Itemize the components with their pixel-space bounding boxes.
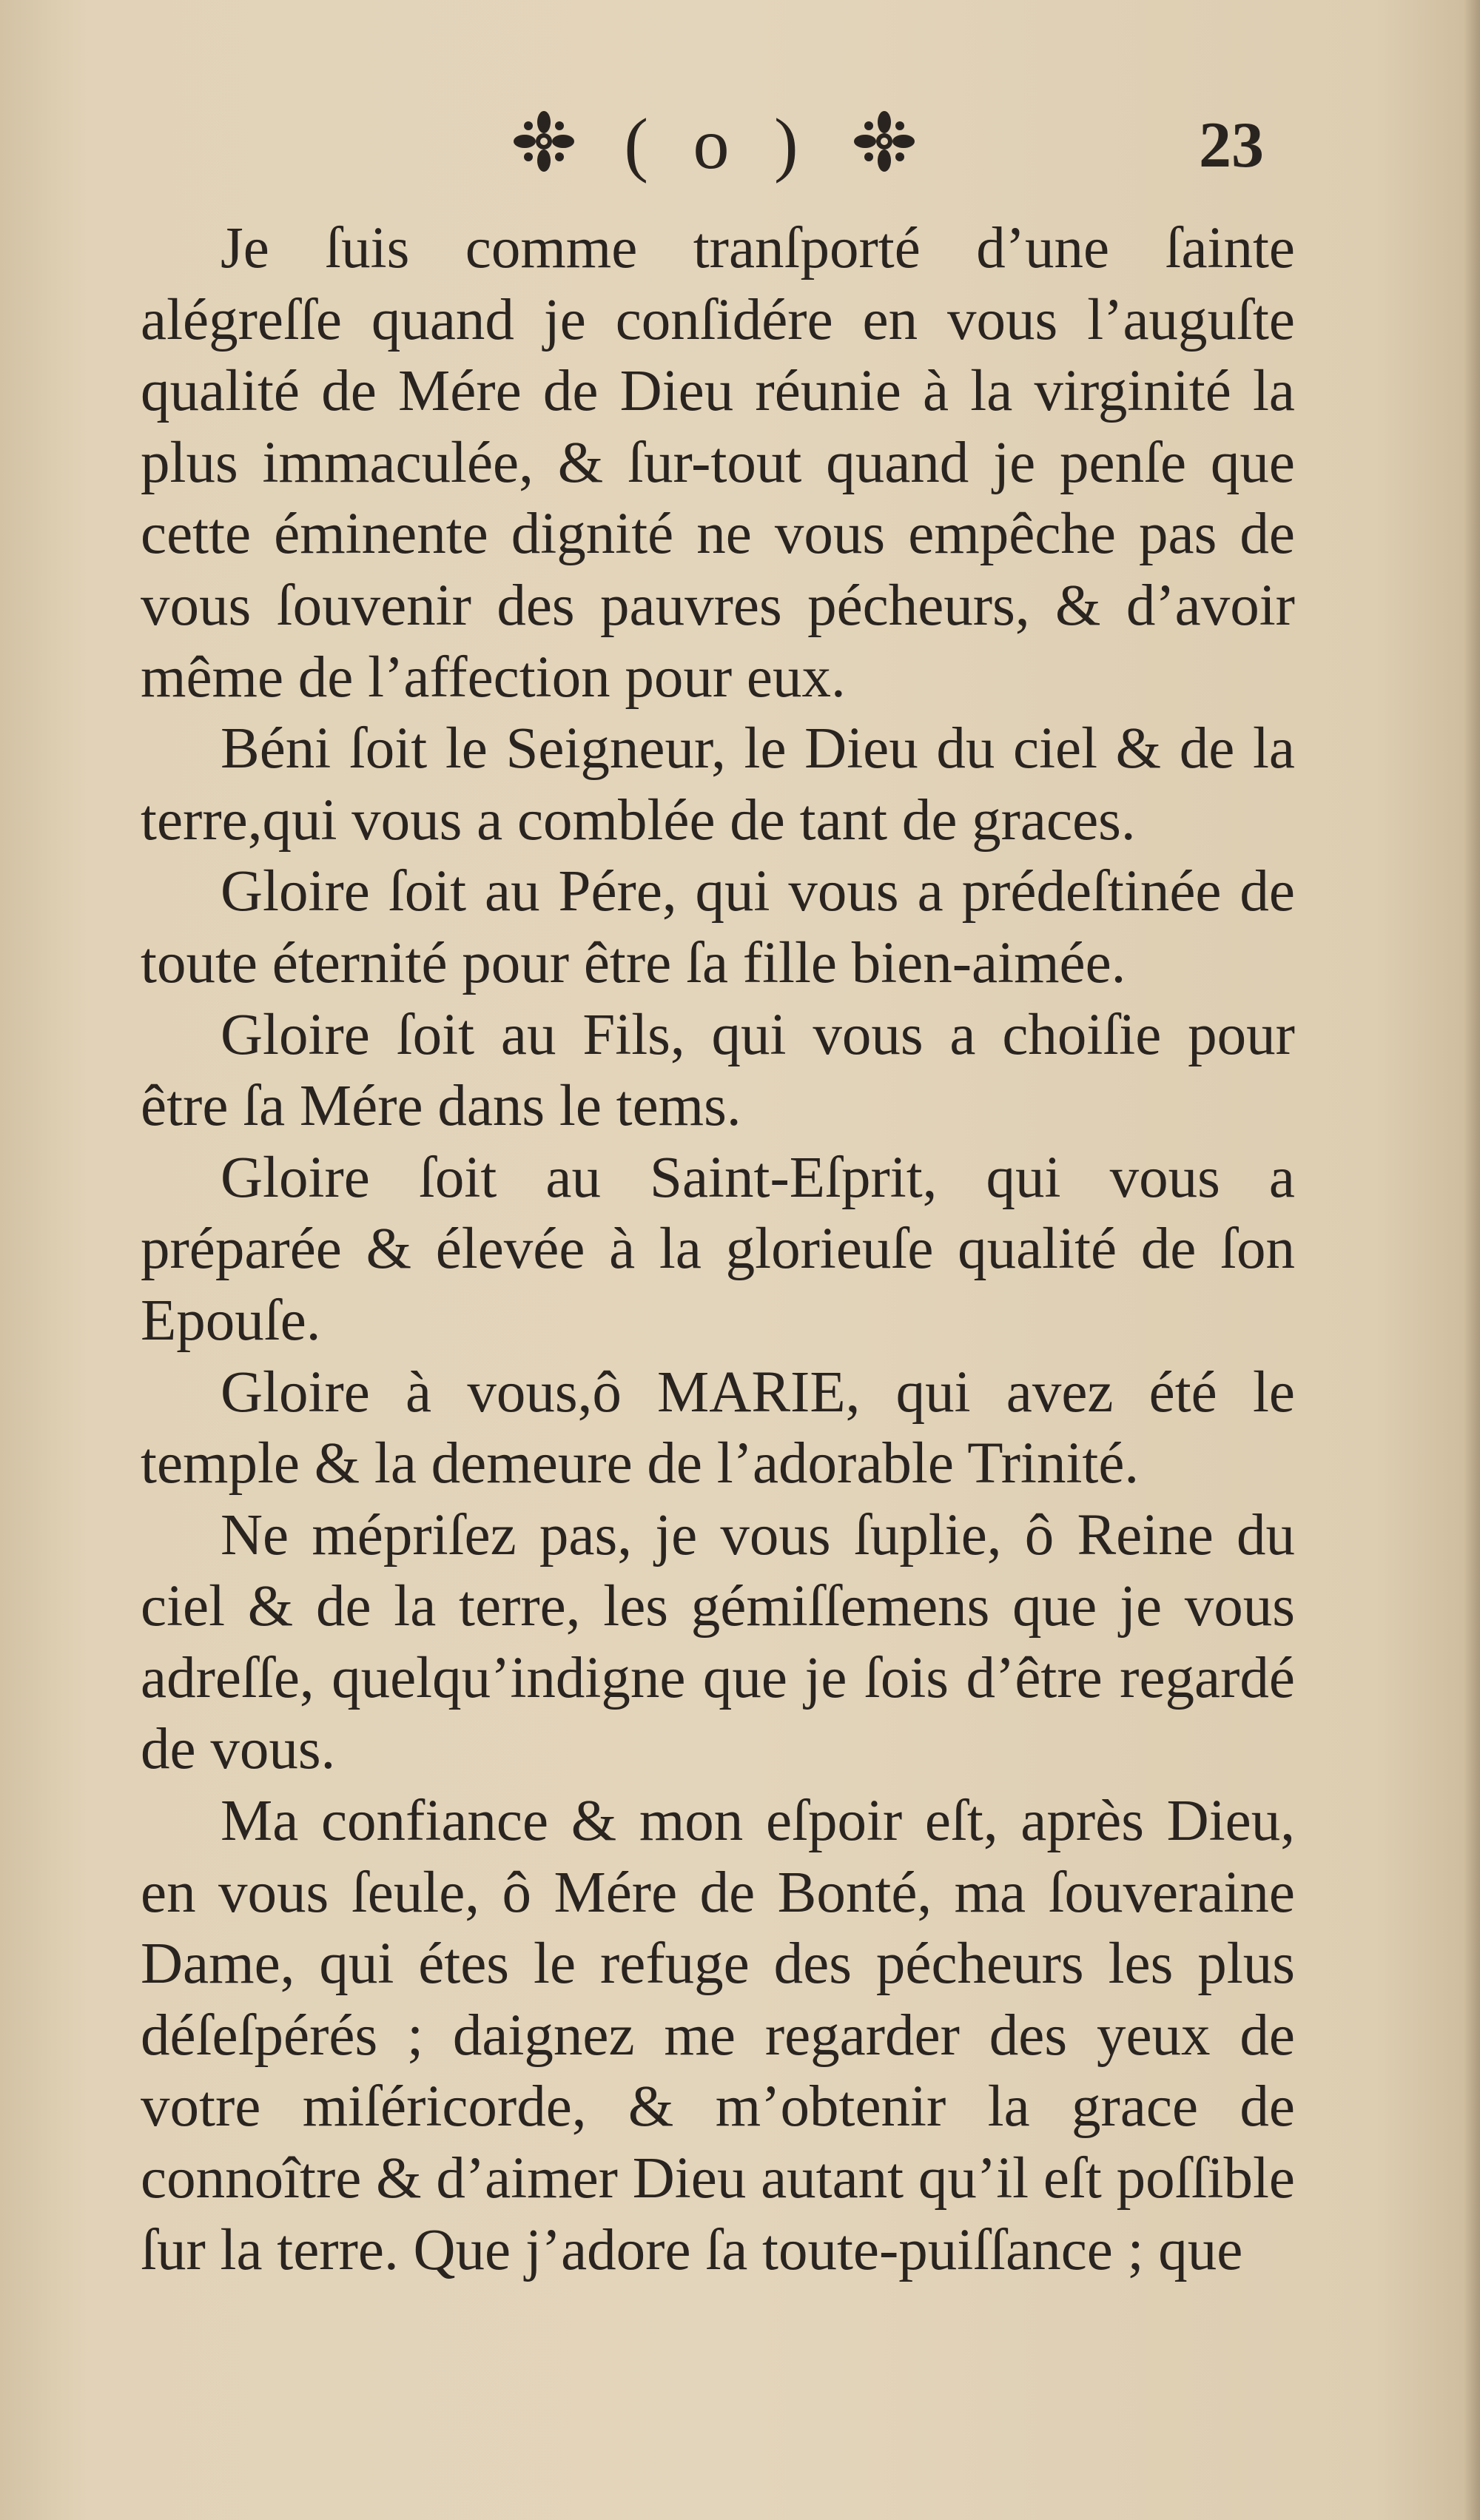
paragraph: Ma confiance & mon eſpoir eſt, après Dieu, en vous ſeule, ô Mére de Bonté, ma ſouveraine Dame, qui étes le refuge des pécheurs les plus déſeſpérés ; daignez me regarder des yeux de votre miſéricorde, & m’obtenir la grace de connoître & d’aimer Dieu autant qu’il eſt poſſible ſur la terre. Que j’adore ſa toute-puiſſance ; que xyxy=(141,1789,1295,2282)
paragraph: Gloire ſoit au Pére, qui vous a prédeſtinée de toute éternité pour être ſa fille bien-aimée. xyxy=(141,859,1295,995)
paragraph: Ne mépriſez pas, je vous ſuplie, ô Reine du ciel & de la terre, les gémiſſemens que je vous adreſſe, quelqu’indigne que je ſois d’être regardé de vous. xyxy=(141,1502,1295,1782)
paragraph: Béni ſoit le Seigneur, le Dieu du ciel & de la terre,qui vous a comblée de tant de graces. xyxy=(141,716,1295,853)
paragraph: Gloire à vous,ô MARIE, qui avez été le temple & la demeure de l’adorable Trinité. xyxy=(141,1360,1295,1496)
paragraph: Gloire ſoit au Saint-Eſprit, qui vous a préparée & élevée à la glorieuſe qualité de ſon Epouſe. xyxy=(141,1145,1295,1353)
body-text xyxy=(141,213,1295,2286)
header-parenthesis-mark: ( o ) xyxy=(624,104,812,184)
page-edge-shadow xyxy=(1464,0,1480,2520)
fleuron-icon xyxy=(851,108,918,175)
running-header xyxy=(0,104,1480,200)
fleuron-icon xyxy=(511,108,577,175)
page-number: 23 xyxy=(1199,110,1264,181)
paragraph: Je ſuis comme tranſporté d’une ſainte alégreſſe quand je conſidére en vous l’auguſte qualité de Mére de Dieu réunie à la virginité la plus immaculée, & ſur-tout quand je penſe que cette éminente dignité ne vous empêche pas de vous ſouvenir des pauvres pécheurs, & d’avoir même de l’affection pour eux. xyxy=(141,216,1295,710)
paragraph: Gloire ſoit au Fils, qui vous a choiſie pour être ſa Mére dans le tems. xyxy=(141,1002,1295,1139)
